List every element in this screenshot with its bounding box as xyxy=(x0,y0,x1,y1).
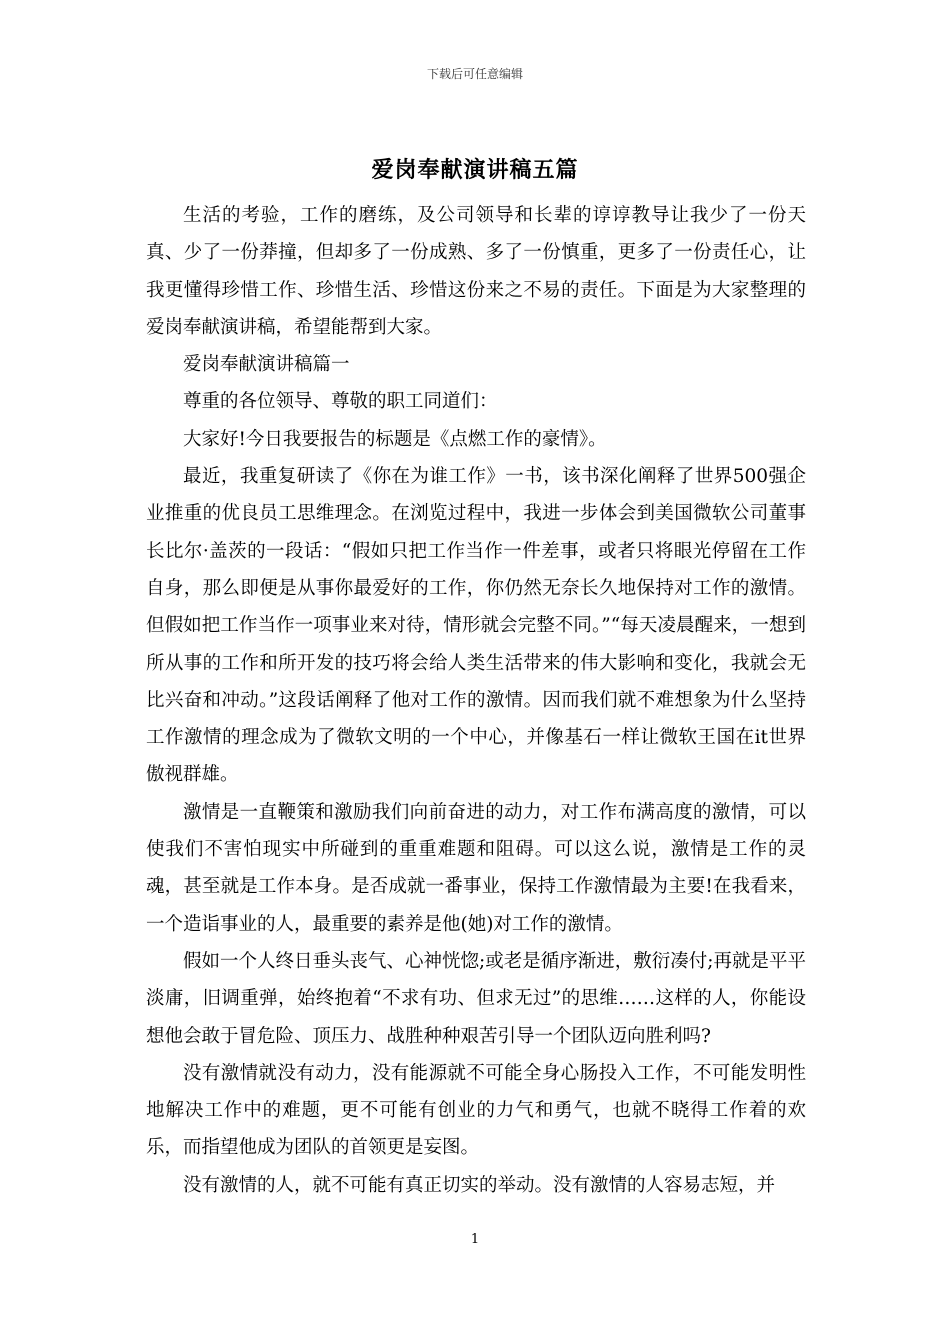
salutation: 尊重的各位领导、尊敬的职工同道们： xyxy=(183,391,498,413)
page-number: 1 xyxy=(470,1232,480,1247)
document-title: 爱岗奉献演讲稿五篇 xyxy=(371,157,579,183)
body-paragraph: 没有激情就没有动力，没有能源就不可能全身心肠投入工作，不可能发明性地解决工作中的难题，更不可能有创业的力气和勇气，也就不晓得工作着的欢乐，而指望他成为团队的首领更是妄图。 xyxy=(146,1062,806,1159)
section-heading: 爱岗奉献演讲稿篇一 xyxy=(183,354,350,376)
body-paragraph: 最近，我重复研读了《你在为谁工作》一书，该书深化阐释了世界500强企业推重的优良员工思维理念。在浏览过程中，我进一步体会到美国微软公司董事长比尔·盖茨的一段话：“假如只把工作当作一件差事，或者只将眼光停留在工作自身，那么即便是从事你最爱好的工作，你仍然无奈长久地保持对工作的激情。但假如把工作当作一项事业来对待，情形就会完整不同。”“每天凌晨醒来，一想到所从事的工作和所开发的技巧将会给人类生活带来的伟大影响和变化，我就会无比兴奋和冲动。”这段话阐释了他对工作的激情。因而我们就不难想象为什么坚持工作激情的理念成为了微软文明的一个中心，并像基石一样让微软王国在it世界傲视群雄。 xyxy=(146,466,806,786)
body-paragraph: 假如一个人终日垂头丧气、心神恍惚;或老是循序渐进，敷衍凑付;再就是平平淡庸，旧调重弹，始终抱着“不求有功、但求无过”的思维……这样的人，你能设想他会敢于冒危险、顶压力、战胜种种艰苦引导一个团队迈向胜利吗? xyxy=(146,950,806,1047)
body-paragraph: 激情是一直鞭策和激励我们向前奋进的动力，对工作布满高度的激情，可以使我们不害怕现实中所碰到的重重难题和阻碍。可以这么说，激情是工作的灵魂，甚至就是工作本身。是否成就一番事业，保持工作激情最为主要!在我看来，一个造诣事业的人，最重要的素养是他(她)对工作的激情。 xyxy=(146,801,807,935)
intro-paragraph: 生活的考验，工作的磨练，及公司领导和长辈的谆谆教导让我少了一份天真、少了一份莽撞，但却多了一份成熟、多了一份慎重，更多了一份责任心，让我更懂得珍惜工作、珍惜生活、珍惜这份来之不易的责任。下面是为大家整理的爱岗奉献演讲稿，希望能帮到大家。 xyxy=(146,205,806,338)
greeting-paragraph: 大家好!今日我要报告的标题是《点燃工作的豪情》。 xyxy=(183,428,607,450)
body-paragraph: 没有激情的人，就不可能有真正切实的举动。没有激情的人容易志短，并 xyxy=(183,1174,776,1196)
header-note: 下载后可任意编辑 xyxy=(426,67,523,81)
document-body xyxy=(146,197,806,1204)
